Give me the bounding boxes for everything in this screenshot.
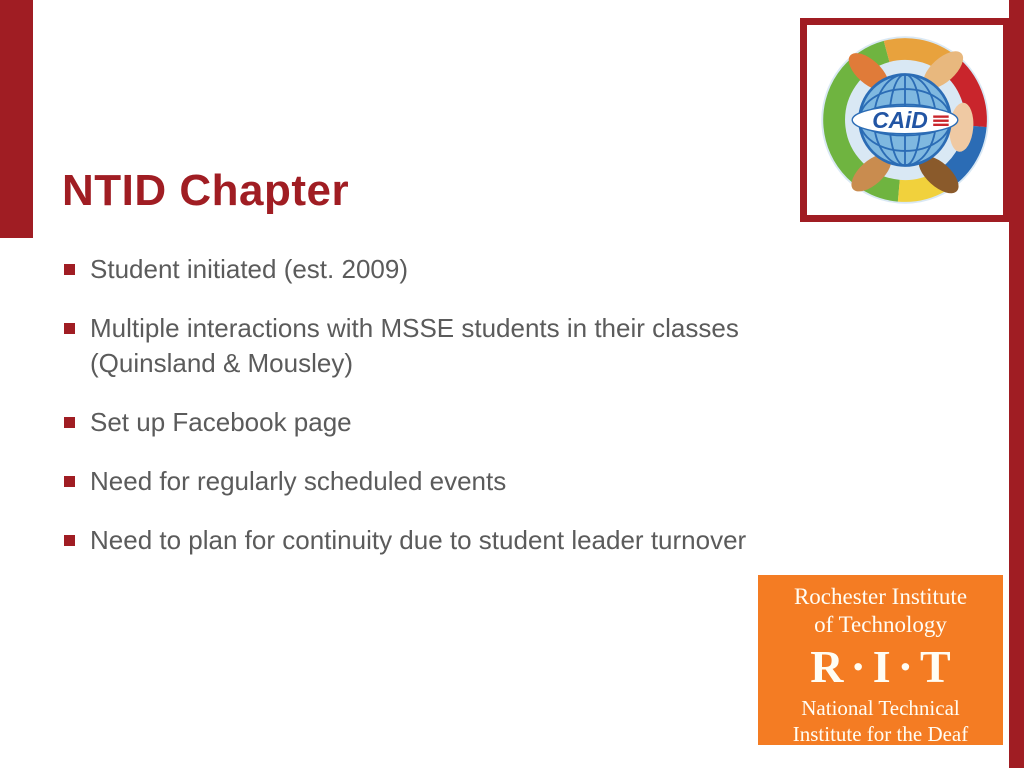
bullet-item <box>64 405 784 440</box>
bullet-text: Student initiated (est. 2009) <box>90 254 408 284</box>
caid-logo-text: CAiD <box>872 107 928 134</box>
rit-line-3: National Technical <box>801 696 960 720</box>
bullet-square-icon <box>64 417 75 428</box>
left-accent-bar <box>0 0 33 238</box>
bullet-square-icon <box>64 535 75 546</box>
caid-logo-icon <box>814 29 996 211</box>
bullet-text: Need to plan for continuity due to student leader turnover <box>90 525 747 555</box>
bullet-text: Need for regularly scheduled events <box>90 466 507 496</box>
rit-line-1: Rochester Institute <box>793 584 968 609</box>
bullet-square-icon <box>64 264 75 275</box>
bullet-item <box>64 311 784 381</box>
rit-acronym: R·I·T <box>810 641 958 692</box>
bullet-square-icon <box>64 476 75 487</box>
bullet-item <box>64 464 784 499</box>
right-accent-bar <box>1009 0 1024 768</box>
rit-line-2: of Technology <box>814 612 947 637</box>
bullet-text: Multiple interactions with MSSE students in their classes (Quinsland & Mousley) <box>90 313 739 378</box>
bullet-item <box>64 252 784 287</box>
caid-logo-box <box>800 18 1010 222</box>
rit-logo-box <box>758 575 1003 745</box>
rit-line-4: Institute for the Deaf <box>792 722 969 746</box>
flag-stripes-icon <box>933 115 948 126</box>
bullet-text: Set up Facebook page <box>90 407 352 437</box>
bullet-list <box>64 252 784 582</box>
bullet-item <box>64 523 784 558</box>
page-title: NTID Chapter <box>62 166 350 215</box>
bullet-square-icon <box>64 323 75 334</box>
